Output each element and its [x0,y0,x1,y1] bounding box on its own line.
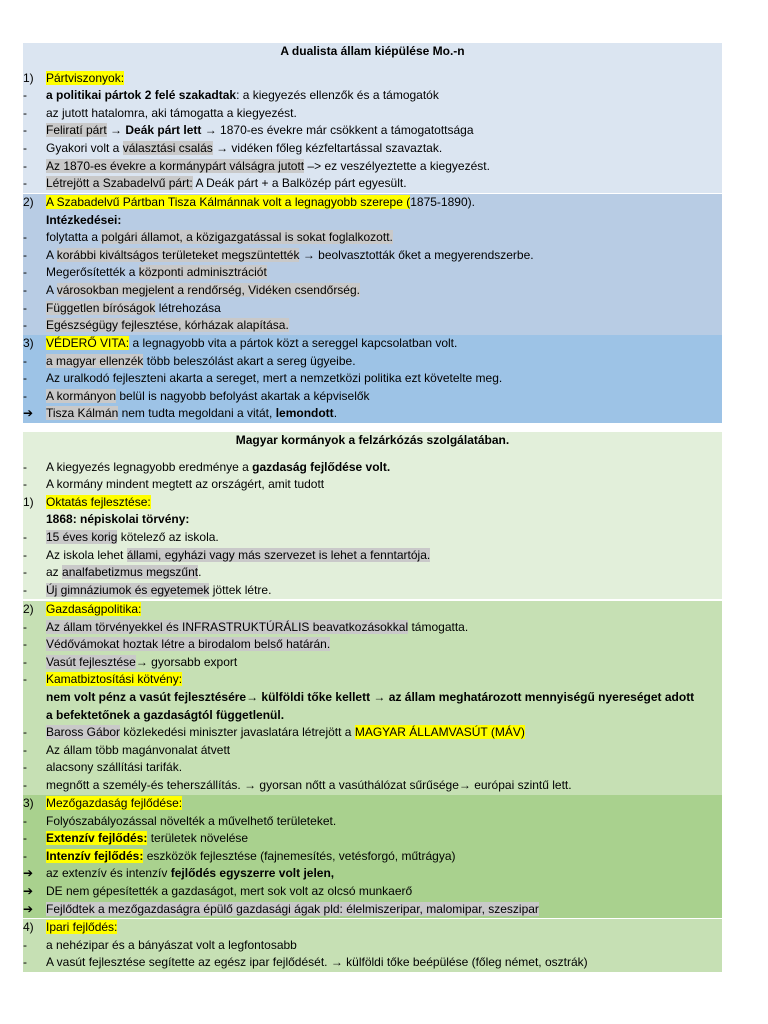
text-segment: területek növelése [147,831,249,846]
list-marker: ➔ [23,901,34,916]
text-line [23,689,722,707]
line-text [46,158,490,176]
line-text [46,140,442,158]
line-text [46,105,297,123]
title-text: A dualista állam kiépülése Mo.-n [280,44,465,58]
line-text [46,317,289,335]
line-text [46,476,324,494]
line-text [46,636,330,654]
text-segment: Az állam törvényekkel és INFRASTRUKTÚRÁLIS beavatkozásokkal [46,619,409,634]
text-segment: korábbi kiváltságos területeket megszüntették [56,247,300,262]
text-segment: A vasút fejlesztése segítette az egész ipar fejlődését. → külföldi tőke beépülése (főleg német, osztrák) [46,955,588,970]
text-segment: A Szabadelvű Pártban Tisza Kálmánnak volt a legnagyobb szerepe ( [46,195,411,209]
text-segment: Intenzív fejlődés: [46,848,144,863]
line-text [46,689,694,707]
text-segment: fejleszteni akarta a sereget, mert a nemzetközi politika ezt követelte meg. [112,371,503,386]
text-segment: Folyószabályozással növelték a művelhető területeket. [46,813,337,828]
section-dualist-state [23,43,722,193]
text-line [23,264,722,282]
text-line [23,229,722,247]
list-marker: - [23,282,27,297]
text-line [23,759,722,777]
text-segment: Új gimnáziumok és egyetemek [46,582,210,597]
text-line [23,777,722,795]
text-segment: több beleszólást akart a sereg ügyeibe. [143,353,356,368]
text-segment: létrehozása [155,300,221,315]
text-segment: a magyar ellenzék [46,353,144,368]
text-segment: → 1870-es évekre már csökkent a támogatottsága [201,123,474,138]
text-segment: alacsony szállítási tarifák. [46,760,183,775]
text-line [23,813,722,831]
line-text [46,247,534,265]
list-marker: - [23,247,27,262]
line-text [46,883,412,901]
text-segment: VÉDERŐ VITA: [46,336,130,350]
text-segment: 15 éves korig [46,529,118,544]
text-line [23,724,722,742]
line-text [46,601,141,619]
section-tisza-kalman [23,194,722,335]
text-segment: polgári államot, a közigazgatással is sokat foglalkozott. [101,230,393,245]
section-title [23,432,722,450]
list-marker: - [23,123,27,138]
text-line [23,529,722,547]
text-line [23,919,722,937]
text-segment: A Deák párt + a Balközép párt egyesült. [192,176,407,191]
list-marker: - [23,848,27,863]
list-marker: 2) [23,195,34,209]
text-line [23,830,722,848]
line-text [46,405,337,423]
text-line [23,547,722,565]
text-segment: eszközök fejlesztése (fajnemesítés, vetésforgó, műtrágya) [143,848,456,863]
text-segment: Fejlődtek a mezőgazdaságra épülő gazdasági ágak pld: élelmiszeripar, malomipar, szeszipar [46,901,539,916]
text-line [23,742,722,760]
line-text [46,459,390,477]
text-segment: Megerősítették a [46,265,139,280]
text-segment: Deák párt lett [125,123,202,138]
text-segment: . [333,406,338,421]
line-text [46,282,360,300]
text-segment: → [106,123,126,138]
text-segment: MAGYAR ÁLLAMVASÚT (MÁV) [354,725,525,740]
text-line [23,194,722,212]
text-segment: A kiegyezés legnagyobb eredménye a [46,459,253,474]
list-marker: - [23,937,27,952]
line-text [46,777,572,795]
section-vedero-vita [23,335,722,423]
list-marker: - [23,672,27,687]
line-text [46,954,588,972]
text-line [23,122,722,140]
text-segment: Tisza Kálmán [46,406,119,421]
text-segment: Gazdaságpolitika: [46,602,142,616]
text-segment: Baross Gábor [46,725,121,740]
line-text [46,671,182,689]
text-segment: Intézkedései: [46,212,122,227]
text-segment: jöttek létre. [209,582,272,597]
text-line [23,601,722,619]
text-line [23,848,722,866]
text-segment: városokban megjelent a rendőrség, Vidéken csendőrség. [56,282,360,297]
list-marker: - [23,831,27,846]
line-text [46,707,284,725]
text-segment: 1875-1890). [410,195,475,209]
text-line [23,247,722,265]
text-line [23,353,722,371]
line-text [46,529,219,547]
line-text [46,619,468,637]
text-segment: Vasút fejlesztése [46,654,136,669]
list-marker: - [23,140,27,155]
list-marker: - [23,529,27,544]
line-text [46,937,297,955]
list-marker: ➔ [23,883,34,898]
text-line [23,370,722,388]
text-segment: → beolvasztották őket a megyerendszerbe. [299,247,534,262]
text-segment: Mezőgazdaság fejlődése: [46,796,183,810]
line-text [46,212,121,230]
text-segment: a nehézipar és a bányászat volt a legfontosabb [46,937,297,952]
text-segment: Az állam több magánvonalat átvett [46,742,231,757]
text-line [23,954,722,972]
list-marker: - [23,582,27,597]
line-text [46,582,271,600]
list-marker: 1) [23,494,34,509]
text-line [23,865,722,883]
text-line [23,671,722,689]
text-segment: A kormány mindent megtett az országért, amit tudott [46,477,325,492]
text-segment: Védővámokat hoztak létre a birodalom belső határán. [46,637,331,652]
text-segment: központi adminisztrációt [138,265,267,280]
line-text [46,122,474,140]
line-text [46,848,456,866]
text-line [23,405,722,423]
text-segment: A kormányon [46,388,117,403]
section-title [23,43,722,61]
text-segment: az jutott hatalomra, aki támogatta a kiegyezést. [46,105,297,120]
list-marker: - [23,547,27,562]
list-marker: 1) [23,70,34,85]
section-industry [23,919,722,972]
text-line [23,158,722,176]
text-segment: Kamatbiztosítási kötvény: [46,672,183,687]
list-marker: - [23,654,27,669]
text-segment: a befektetőnek a gazdaságtól függetlenül. [46,707,285,722]
list-marker: - [23,619,27,634]
text-segment: választási csalás [122,140,213,155]
section-economic-policy [23,601,722,795]
text-segment: Az uralkodó [46,371,113,386]
list-marker: - [23,88,27,103]
text-line [23,901,722,919]
text-segment: a politikai pártok 2 felé szakadtak [46,88,237,103]
list-marker: - [23,813,27,828]
text-line [23,175,722,193]
text-line [23,282,722,300]
list-marker: - [23,477,27,492]
text-segment: a legnagyobb vita a pártok közt a sereggel kapcsolatban volt. [129,336,458,350]
list-marker: - [23,637,27,652]
section-agriculture [23,795,722,918]
text-segment: támogatta. [408,619,469,634]
list-marker: - [23,459,27,474]
text-segment: gazdaság fejlődése volt. [252,459,391,474]
list-marker: 4) [23,920,34,934]
text-line [23,564,722,582]
text-line [23,105,722,123]
text-line [23,582,722,600]
text-segment: → vidéken főleg kézfeltartással szavaztak. [212,140,443,155]
text-line [23,300,722,318]
text-line [23,388,722,406]
line-text [46,370,502,388]
text-segment: állami, egyházi vagy más szervezet is lehet a fenntartója. [126,547,431,562]
text-segment: Az 1870-es évekre a kormánypárt válságra jutott [46,158,305,173]
text-segment: lemondott [275,406,334,421]
line-text [46,511,189,529]
line-text [46,388,370,406]
line-text [46,353,356,371]
text-segment: Ipari fejlődés: [46,920,118,934]
text-segment: fejlődés egyszerre volt jelen, [170,866,335,881]
text-line [23,459,722,477]
text-line [23,494,722,512]
text-line [23,87,722,105]
text-segment: . [198,565,202,580]
text-line [23,70,722,88]
list-marker: ➔ [23,866,34,881]
line-text [46,494,151,512]
list-marker: - [23,760,27,775]
title-text: Magyar kormányok a felzárkózás szolgálatában. [235,433,510,447]
text-segment: Pártviszonyok: [46,70,125,85]
line-text [46,759,182,777]
list-marker: - [23,230,27,245]
text-segment: Feliratí párt [46,123,107,138]
text-line [23,140,722,158]
text-line [23,212,722,230]
line-text [46,742,230,760]
list-marker: 3) [23,336,34,350]
list-marker: - [23,353,27,368]
line-text [46,335,457,353]
list-marker: - [23,955,27,970]
text-line [23,654,722,672]
text-segment: megnőtt a személy-és teherszállítás. → gyorsan nőtt a vasúthálózat sűrűsége→ európai szintű lett. [46,777,572,792]
line-text [46,70,124,88]
section-modernization [23,432,722,599]
text-line [23,636,722,654]
line-text [46,919,117,937]
text-segment: kötelező az iskola. [117,529,219,544]
list-marker: 3) [23,796,34,810]
line-text [46,194,475,212]
text-line [23,335,722,353]
line-text [46,547,430,565]
line-text [46,175,407,193]
text-segment: analfabetizmus megszűnt [62,565,199,580]
list-marker: - [23,371,27,386]
text-segment: → gyorsabb export [135,654,238,669]
text-segment: DE nem gépesítették a gazdaságot, mert sok volt az olcsó munkaerő [46,883,413,898]
text-segment: Létrejött a Szabadelvű párt: [46,176,193,191]
text-line [23,795,722,813]
text-segment: Független bíróságok [46,300,156,315]
text-segment: Egészségügy fejlesztése, [46,318,185,333]
line-text [46,654,237,672]
line-text [46,724,525,742]
text-segment: Az iskola lehet [46,547,127,562]
list-marker: 2) [23,602,34,616]
list-marker: - [23,105,27,120]
line-text [46,813,336,831]
text-segment: nem volt pénz a vasút fejlesztésére→ külföldi tőke kellett → az állam meghatározott mennyiségű nyereséget adott [46,689,695,704]
line-text [46,87,439,105]
text-segment: belül is nagyobb befolyást akartak a képviselők [116,388,370,403]
list-marker: - [23,158,27,173]
text-segment: kórházak alapítása. [184,318,289,333]
text-segment: –> ez veszélyeztette a kiegyezést. [304,158,490,173]
line-text [46,229,393,247]
list-marker: - [23,725,27,740]
list-marker: - [23,742,27,757]
line-text [46,564,201,582]
line-text [46,795,182,813]
list-marker: - [23,300,27,315]
list-marker: - [23,265,27,280]
text-segment: Extenzív fejlődés: [46,831,148,846]
text-line [23,707,722,725]
line-text [46,830,248,848]
text-segment: A [46,282,57,297]
text-segment: : a kiegyezés ellenzők és a támogatók [236,88,439,103]
line-text [46,264,267,282]
list-marker: - [23,176,27,191]
list-marker: - [23,318,27,333]
text-line [23,511,722,529]
text-segment: A [46,247,57,262]
text-segment: közlekedési miniszter javaslatára létrejött a [120,725,355,740]
text-line [23,476,722,494]
text-line [23,883,722,901]
list-marker: ➔ [23,406,34,421]
text-segment: Oktatás fejlesztése: [46,494,151,509]
line-text [46,901,539,919]
text-line [23,937,722,955]
text-segment: folytatta a [46,230,102,245]
list-marker: - [23,388,27,403]
text-line [23,619,722,637]
text-line [23,317,722,335]
line-text [46,300,221,318]
list-marker: - [23,565,27,580]
list-marker: - [23,777,27,792]
text-segment: 1868: népiskolai törvény: [46,512,190,527]
text-segment: nem tudta megoldani a vitát, [118,406,276,421]
text-segment: az extenzív és intenzív [46,866,171,881]
text-segment: az [46,565,63,580]
line-text [46,865,334,883]
text-segment: Gyakori volt a [46,140,123,155]
